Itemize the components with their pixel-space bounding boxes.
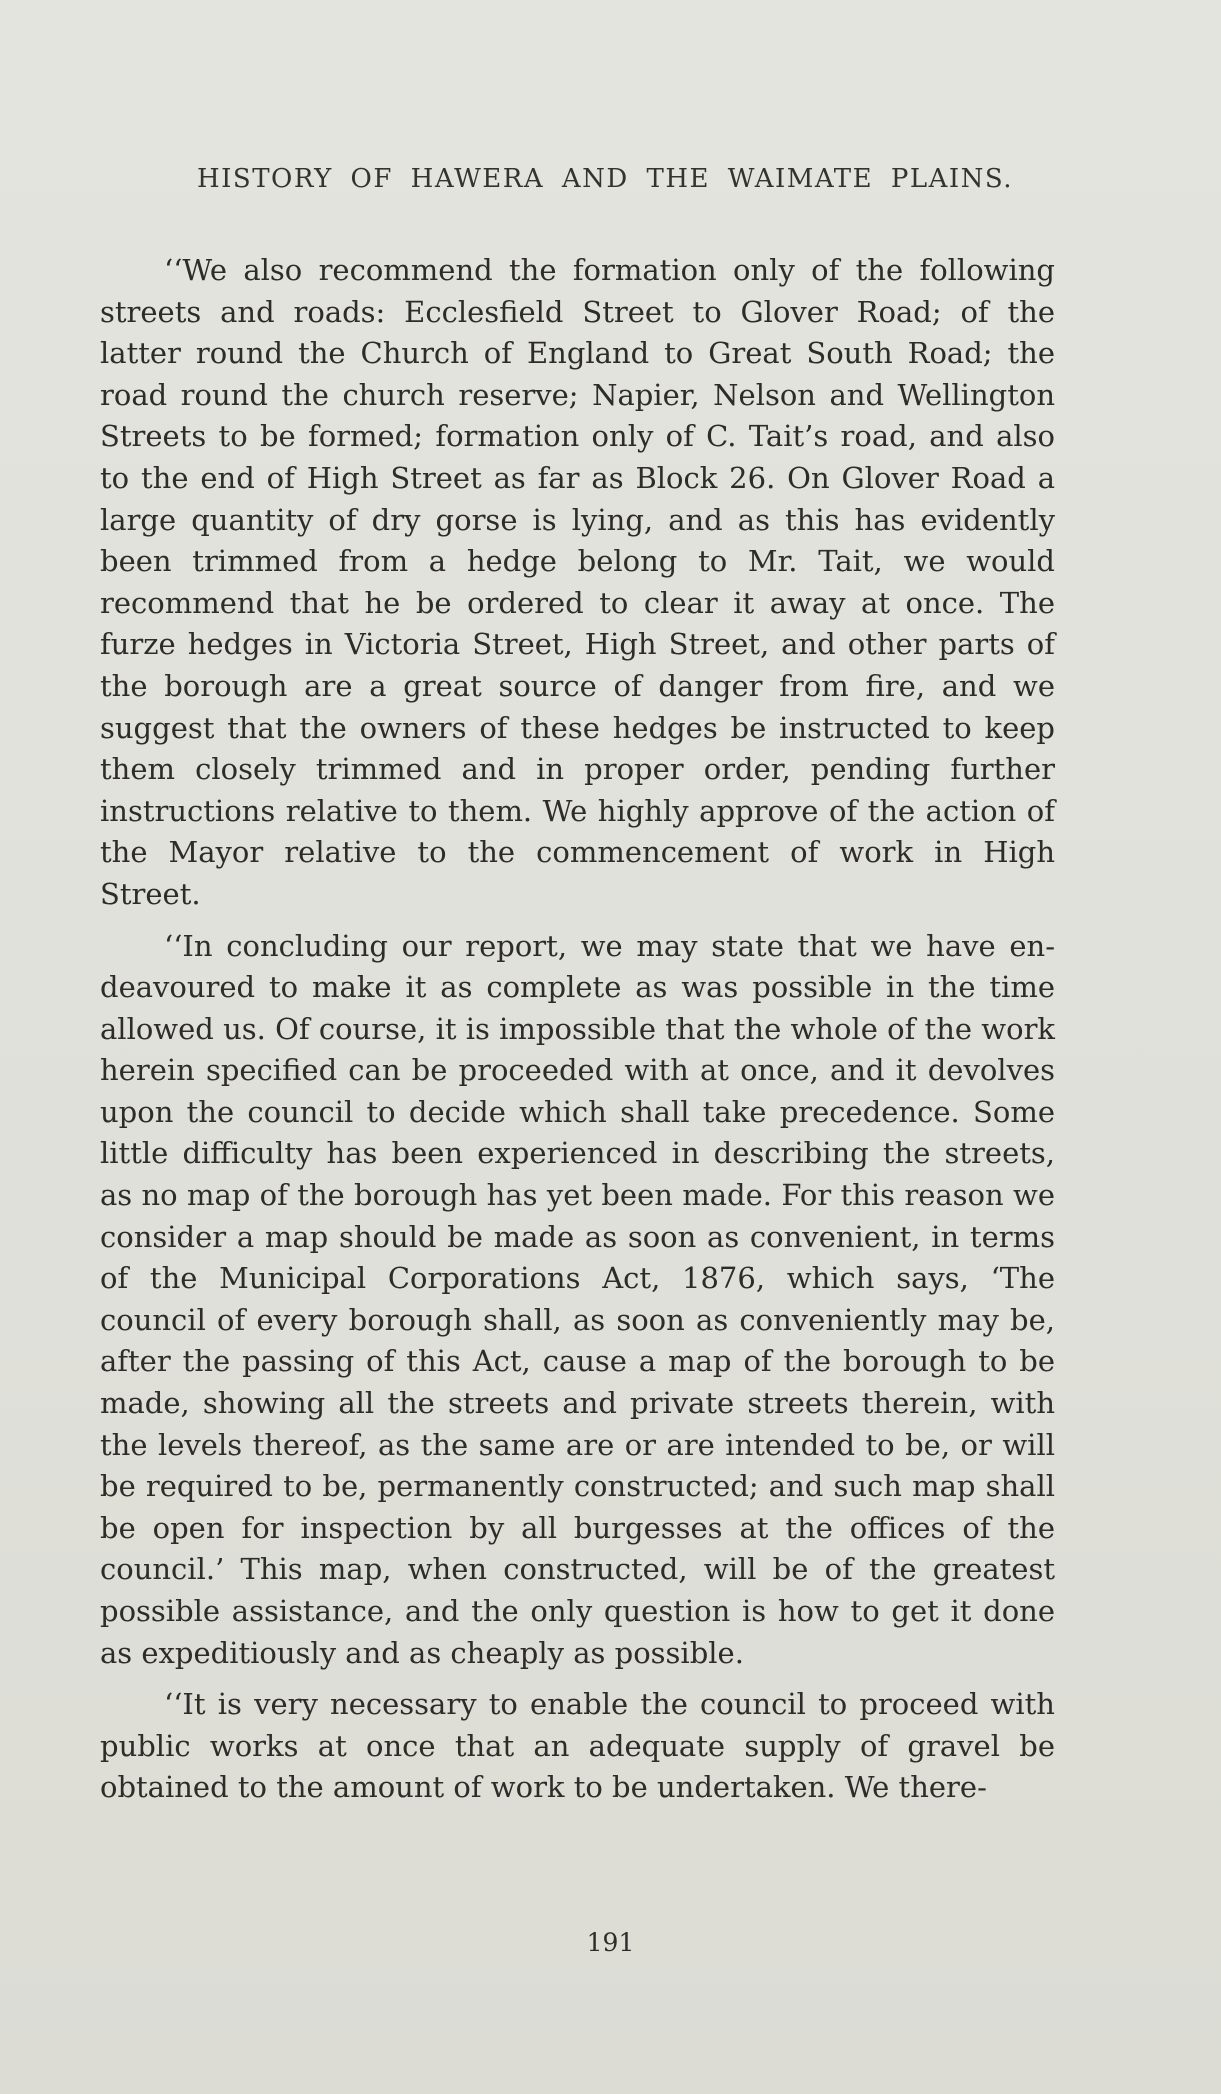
- page-number: 191: [586, 1928, 635, 1957]
- paragraph-1: ‘‘We also recommend the formation only of the following streets and roads: Ecclesfield Street to Glover Road; of the latter round the Church of England to Great South Road; the road round the church reserve; Napier, Nelson and Wellington Streets to be formed; formation only of C. Tait’s road, and also to the end of High Street as far as Block 26. On Glover Road a large quantity of dry gorse is lying, and as this has evidently been trimmed from a hedge belong to Mr. Tait, we would recommend that he be ordered to clear it away at once. The furze hedges in Victoria Street, High Street, and other parts of the borough are a great source of danger from fire, and we suggest that the owners of these hedges be instructed to keep them closely trimmed and in proper order, pending further instructions relative to them. We highly approve of the action of the Mayor relative to the commencement of work in High Street.: [100, 253, 1055, 911]
- body-text: [100, 250, 1055, 1819]
- paragraph-3: ‘‘It is very necessary to enable the council to proceed with public works at once that an adequate supply of gravel be obtained to the amount of work to be undertaken. We there-: [100, 1687, 1055, 1805]
- running-head: HISTORY OF HAWERA AND THE WAIMATE PLAINS.: [196, 164, 1014, 194]
- paragraph-2: ‘‘In concluding our report, we may state that we have endeavoured to make it as complete as was possible in the time allowed us. Of course, it is impossible that the whole of the work herein specified can be proceeded with at once, and it devolves upon the council to decide which shall take precedence. Some little difficulty has been experienced in describing the streets, as no map of the borough has yet been made. For this reason we consider a map should be made as soon as convenient, in terms of the Municipal Corporations Act, 1876, which says, ‘The council of every borough shall, as soon as conveniently may be, after the passing of this Act, cause a map of the borough to be made, showing all the streets and private streets therein, with the levels thereof, as the same are or are intended to be, or will be required to be, permanently constructed; and such map shall be open for inspection by all burgesses at the offices of the council.’ This map, when constructed, will be of the greatest possible assistance, and the only question is how to get it done as expeditiously and as cheaply as possible.: [100, 928, 1055, 1670]
